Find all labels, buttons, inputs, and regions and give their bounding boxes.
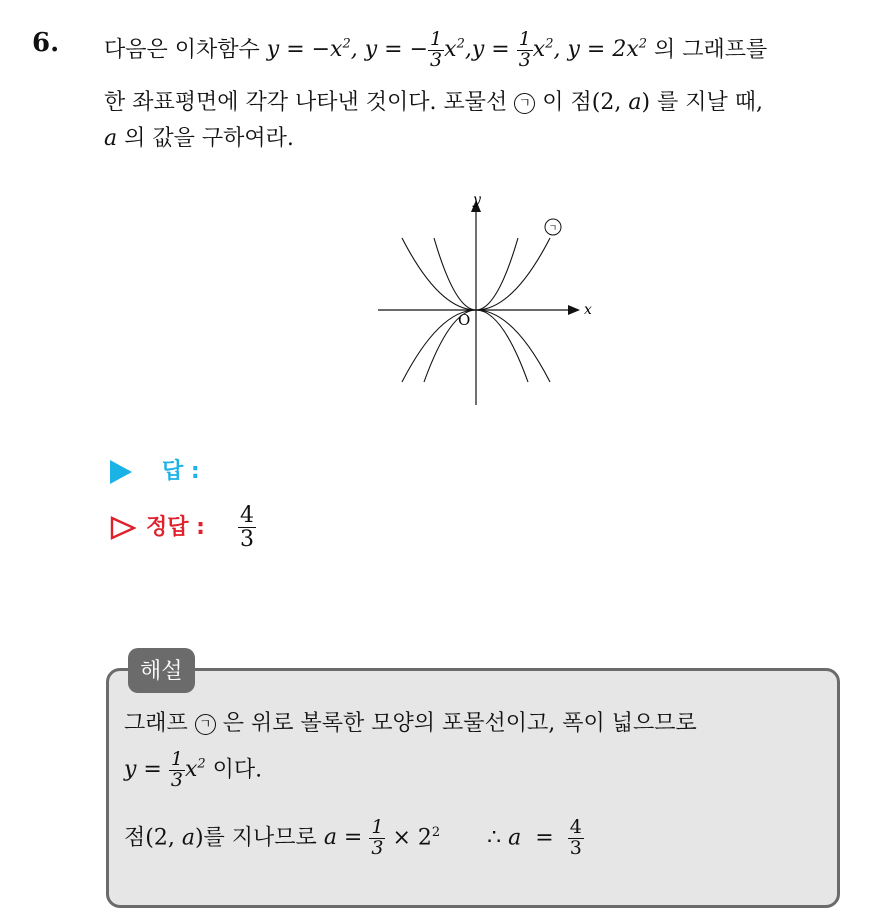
answer-row: [110, 454, 200, 485]
solution-line-3: 점(2, a)를 지나므로 a = $\frac{1}{3}$ × $2^2$ ∴ a = $\frac{4}{3}$: [124, 816, 582, 859]
question-text-end: 의 그래프를: [654, 37, 768, 63]
solution-tag: 해설: [128, 648, 195, 693]
solution-line-1: 그래프 ㄱ 은 위로 볼록한 모양의 포물선이고, 폭이 넓으므로: [124, 711, 697, 736]
question-text: 다음은 이차함수: [104, 37, 260, 63]
equation-4: $y = 2x^2$: [567, 37, 648, 63]
question-text: 한 좌표평면에 각각 나타낸 것이다. 포물선: [104, 90, 508, 115]
question-line-2: [104, 92, 763, 114]
equation-2: y = − $\frac{1}{3}$ $x^2$,: [364, 28, 472, 71]
x-axis-label: x: [584, 302, 592, 318]
point-open: (2,: [591, 90, 622, 115]
filled-triangle-icon: [110, 460, 132, 484]
correct-answer-row: [110, 510, 205, 541]
curve-label: ㄱ: [548, 224, 558, 234]
question-text: ) 를 지날 때,: [641, 90, 764, 115]
correct-answer-value: $\frac{4}{3}$: [240, 503, 254, 553]
equation-1: $y = -x^2$,: [266, 37, 358, 63]
question-text: 의 값을 구하여라.: [124, 126, 294, 151]
solution-line-2: y = $\frac{1}{3}$ $x^2$ 이다.: [124, 748, 263, 791]
question-line-3: [104, 128, 294, 150]
y-axis-label: y: [473, 192, 481, 208]
parabola-graph: [370, 190, 600, 410]
point-var: a: [628, 90, 642, 115]
outline-triangle-icon: [110, 516, 136, 540]
equation-3: y = $\frac{1}{3}$ $x^2$,: [471, 28, 561, 71]
var-a: a: [104, 126, 118, 151]
question-text: 이 점: [542, 90, 592, 115]
origin-label: O: [458, 311, 471, 329]
question-number: 6.: [32, 28, 60, 58]
question-line-1: [104, 30, 767, 71]
circled-label: ㄱ: [195, 714, 216, 735]
answer-label: 답 :: [162, 459, 200, 484]
x-axis-arrow: [568, 305, 580, 315]
circled-label: ㄱ: [514, 93, 535, 114]
correct-answer-label: 정답 :: [146, 515, 205, 540]
